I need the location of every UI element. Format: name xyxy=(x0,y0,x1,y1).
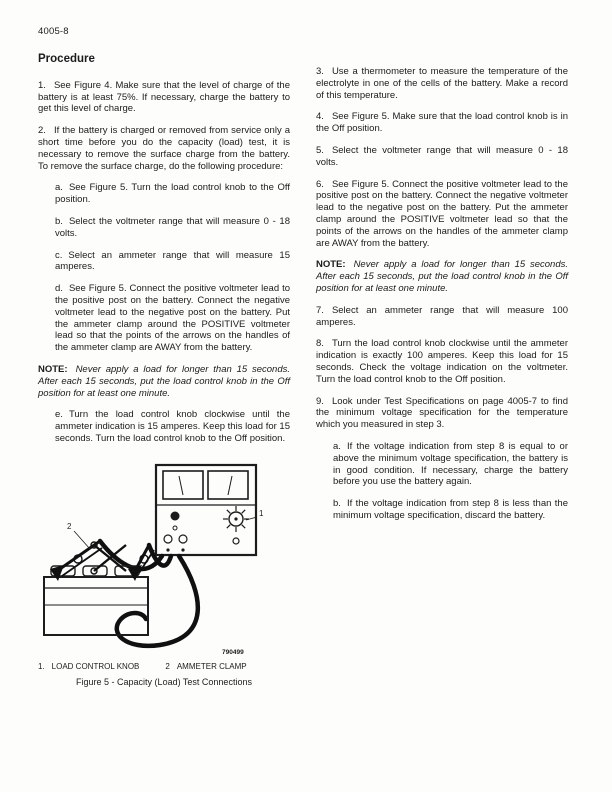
step-1 xyxy=(38,80,290,115)
substep-2a-text: See Figure 5. Turn the load control knob to the Off position. xyxy=(55,182,290,206)
substep-9b xyxy=(333,498,568,522)
step-2-number: 2. xyxy=(38,125,46,137)
step-5-text: Select the voltmeter range that will measure 0 - 18 volts. xyxy=(316,144,568,168)
step-7-number: 7. xyxy=(316,304,324,316)
step-9-number: 9. xyxy=(316,395,324,407)
load-tester xyxy=(156,465,256,555)
substep-2b-letter: b. xyxy=(55,215,63,227)
ammeter-clamp-icon xyxy=(91,542,126,574)
step-7 xyxy=(316,305,568,329)
step-2-text: If the battery is charged or removed from service only a short time before you do the capacity (load) test, it is necessary to remove the surface charge from the battery. To remove the surface charge, do the following procedure: xyxy=(38,125,290,172)
callout-2-number: 2 xyxy=(165,661,170,671)
step-8-text: Turn the load control knob clockwise until the ammeter indication is exactly 100 amperes. Keep this load for 15 seconds. Check the voltage indication on the voltmeter. Turn the load control knob to the Off position. xyxy=(316,338,568,385)
note-right-text: Never apply a load for longer than 15 seconds. After each 15 seconds, put the load control knob in the Off position for at least one minute. xyxy=(316,259,568,294)
substep-9a-text: If the voltage indication from step 8 is equal to or above the minimum voltage specification, the battery is in good condition. If necessary, charge the battery before you use the battery again. xyxy=(333,440,568,488)
load-control-knob-icon xyxy=(223,506,249,532)
step-7-text: Select an ammeter range that will measure 100 amperes. xyxy=(316,304,568,328)
note-left xyxy=(38,364,290,399)
note-left-label: NOTE: xyxy=(38,363,68,375)
step-4-text: See Figure 5. Make sure that the load control knob is in the Off position. xyxy=(316,111,568,135)
step-6-text: See Figure 5. Connect the positive voltmeter lead to the positive post on the battery. Connect the negative voltmeter lead to the negative post on the battery. Put the ammeter clamp around the POSITIVE voltmeter lead so that the points of the arrows on the handles of the ammeter clamp are AWAY from the battery. xyxy=(316,178,568,249)
left-column xyxy=(38,54,290,688)
step-3-number: 3. xyxy=(316,66,324,77)
step-3 xyxy=(316,66,568,101)
substep-9a xyxy=(333,441,568,488)
callout-2-label: AMMETER CLAMP xyxy=(176,661,247,671)
step-3-text: Use a thermometer to measure the temperature of the electrolyte in one of the cells of the battery. Make a record of this temperature. xyxy=(316,66,568,101)
page-number: 4005-8 xyxy=(38,26,69,37)
step-8 xyxy=(316,338,568,385)
figure-5 xyxy=(38,459,290,689)
substep-2d xyxy=(55,283,290,354)
substep-2d-text: See Figure 5. Connect the positive voltmeter lead to the positive post on the battery. Connect the negative voltmeter lead to the negative post on the battery. Put the ammeter clamp around the POSITIVE voltmeter lead so that the points of the arrows on the handles of the ammeter clamp are AWAY from the battery. xyxy=(55,283,290,354)
marker-1: 1 xyxy=(259,508,264,518)
figure-5-illustration xyxy=(38,459,273,657)
note-right xyxy=(316,259,568,294)
step-9 xyxy=(316,396,568,431)
substep-2a-letter: a. xyxy=(55,182,63,194)
section-title: Procedure xyxy=(38,53,95,65)
figure-caption: Figure 5 - Capacity (Load) Test Connections xyxy=(76,676,252,687)
step-6-number: 6. xyxy=(316,178,324,190)
callout-1-label: LOAD CONTROL KNOB xyxy=(51,661,140,671)
step-8-number: 8. xyxy=(316,338,324,350)
substep-2c-text: Select an ammeter range that will measure 15 amperes. xyxy=(55,249,290,273)
step-4 xyxy=(316,111,568,135)
substep-2b-text: Select the voltmeter range that will measure 0 - 18 volts. xyxy=(55,215,290,239)
callout-1-number: 1. xyxy=(38,661,45,671)
figure-callouts xyxy=(38,661,290,673)
substep-2d-letter: d. xyxy=(55,283,63,295)
substep-2b xyxy=(55,216,290,240)
step-4-number: 4. xyxy=(316,111,324,123)
substep-2a xyxy=(55,182,290,206)
right-column xyxy=(316,66,568,532)
note-right-label: NOTE: xyxy=(316,259,346,271)
note-left-text: Never apply a load for longer than 15 seconds. After each 15 seconds, put the load control knob in the Off position for at least one minute. xyxy=(38,363,290,399)
marker-2: 2 xyxy=(67,521,72,531)
step-5 xyxy=(316,145,568,169)
step-2 xyxy=(38,125,290,172)
step-1-text: See Figure 4. Make sure that the level of charge of the battery is at least 75%. If necessary, charge the battery to get this level of charge. xyxy=(38,79,290,115)
step-5-number: 5. xyxy=(316,144,324,156)
step-6 xyxy=(316,179,568,250)
substep-2c-letter: c. xyxy=(55,249,63,261)
figure-part-number: 790499 xyxy=(222,648,244,656)
substep-9b-text: If the voltage indication from step 8 is less than the minimum voltage specification, discard the battery. xyxy=(333,498,568,521)
substep-2e-text: Turn the load control knob clockwise until the ammeter indication is 15 amperes. Keep this load for 15 seconds. Turn the load control knob to the Off position. xyxy=(55,409,290,444)
substep-2c xyxy=(55,250,290,274)
step-1-number: 1. xyxy=(38,79,46,91)
substep-9a-letter: a. xyxy=(333,440,341,452)
step-9-text: Look under Test Specifications on page 4005-7 to find the minimum voltage specification for the temperature which you measured in step 3. xyxy=(316,395,568,431)
substep-9b-letter: b. xyxy=(333,498,341,510)
substep-2e-letter: e. xyxy=(55,409,63,421)
substep-2e xyxy=(55,409,290,444)
